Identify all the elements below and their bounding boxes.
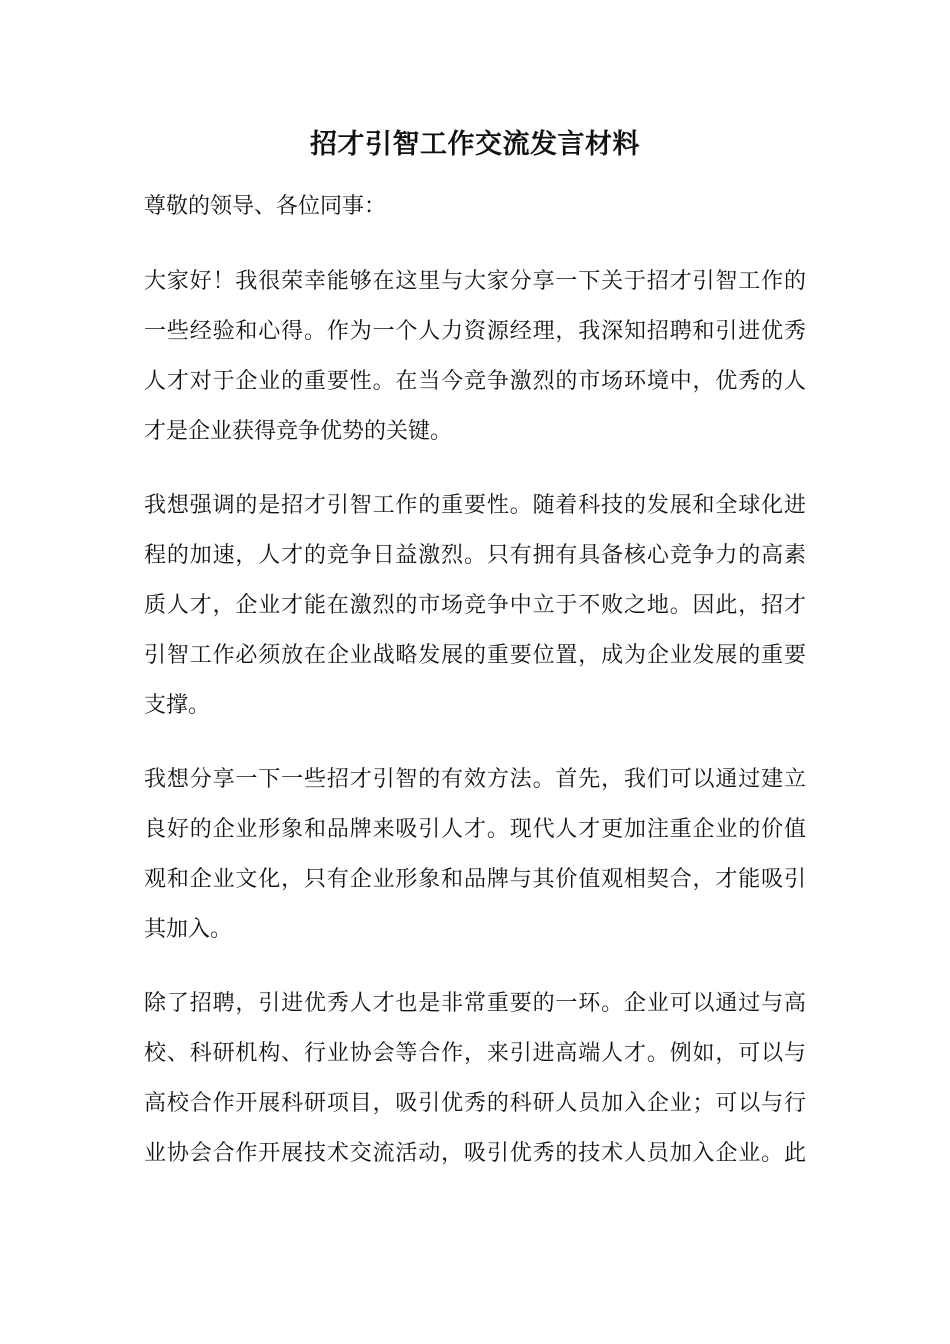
salutation xyxy=(144,182,386,232)
paragraph-line: 支撑。 xyxy=(144,693,211,718)
paragraph-line: 才是企业获得竞争优势的关键。 xyxy=(144,419,453,444)
paragraph-line: 校、科研机构、行业协会等合作，来引进高端人才。例如，可以与 xyxy=(144,1041,806,1066)
paragraph-line: 程的加速，人才的竞争日益激烈。只有拥有具备核心竞争力的高素 xyxy=(144,543,806,568)
paragraph-line: 一些经验和心得。作为一个人力资源经理，我深知招聘和引进优秀 xyxy=(144,319,806,344)
paragraph-1 xyxy=(144,257,806,457)
paragraph-3 xyxy=(144,755,806,955)
paragraph-line: 高校合作开展科研项目，吸引优秀的科研人员加入企业；可以与行 xyxy=(144,1091,806,1116)
paragraph-line: 引智工作必须放在企业战略发展的重要位置，成为企业发展的重要 xyxy=(144,643,806,668)
salutation-line: 尊敬的领导、各位同事： xyxy=(144,194,387,219)
paragraph-line: 良好的企业形象和品牌来吸引人才。现代人才更加注重企业的价值 xyxy=(144,817,806,842)
paragraph-line: 业协会合作开展技术交流活动，吸引优秀的技术人员加入企业。此 xyxy=(144,1141,806,1166)
paragraph-line: 其加入。 xyxy=(144,917,233,942)
paragraph-2 xyxy=(144,481,806,731)
paragraph-line: 观和企业文化，只有企业形象和品牌与其价值观相契合，才能吸引 xyxy=(144,867,806,892)
paragraph-line: 我想强调的是招才引智工作的重要性。随着科技的发展和全球化进 xyxy=(144,493,806,518)
paragraph-line: 大家好！我很荣幸能够在这里与大家分享一下关于招才引智工作的 xyxy=(144,269,806,294)
paragraph-line: 除了招聘，引进优秀人才也是非常重要的一环。企业可以通过与高 xyxy=(144,991,806,1016)
paragraph-line: 我想分享一下一些招才引智的有效方法。首先，我们可以通过建立 xyxy=(144,767,806,792)
paragraph-line: 人才对于企业的重要性。在当今竞争激烈的市场环境中，优秀的人 xyxy=(144,369,806,394)
paragraph-line: 质人才，企业才能在激烈的市场竞争中立于不败之地。因此，招才 xyxy=(144,593,806,618)
paragraph-4 xyxy=(144,979,806,1179)
document-title: 招才引智工作交流发言材料 xyxy=(310,129,640,161)
